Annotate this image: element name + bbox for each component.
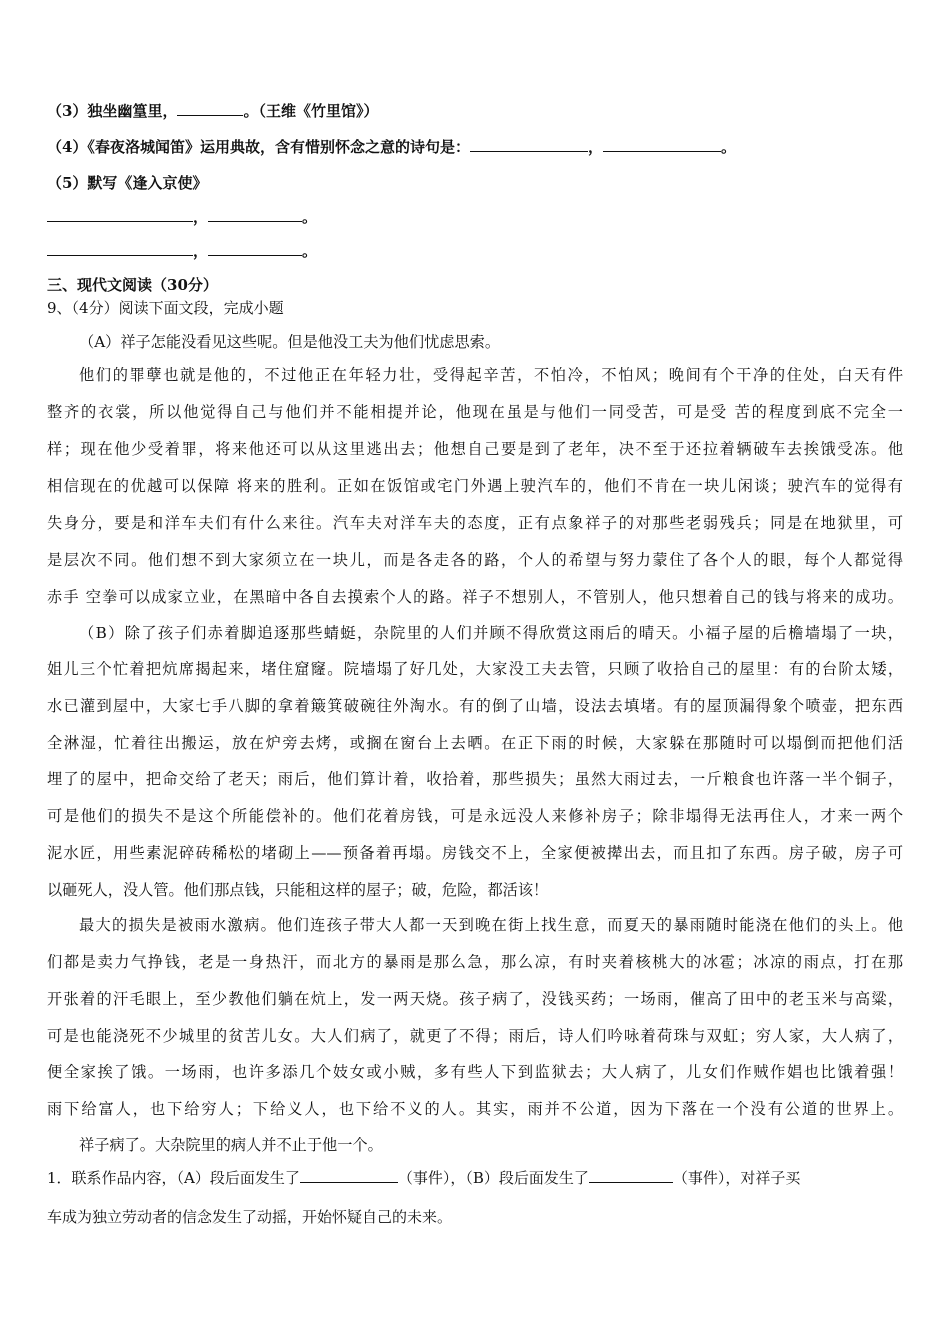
passage-line: 便全家挨了饿。一场雨，也许多添几个妓女或小贼，多有些人下到监狱去；大人病了，儿女们作贼作娼也比饿着强！ xyxy=(47,1063,903,1081)
passage-line: （A）祥子怎能没看见这些呢。但是他没工夫为他们忧虑思索。 xyxy=(79,333,501,351)
answer-blank[interactable] xyxy=(47,241,193,256)
passage-line: 相信现在的优越可以保障 将来的胜利。正如在饭馆或宅门外遇上驶汽车的，他们不肯在一块儿闲谈；驶汽车的觉得有 xyxy=(47,477,903,495)
passage-line: 以砸死人，没人管。他们那点钱，只能租这样的屋子；破，危险，都活该！ xyxy=(47,881,549,899)
separator-comma: ， xyxy=(587,138,603,156)
question-3 xyxy=(47,101,378,121)
question-5-line-2 xyxy=(47,241,317,261)
question-3-suffix: 。（王维《竹里馆》） xyxy=(243,102,379,120)
passage-line: 失身分，要是和洋车夫们有什么来往。汽车夫对洋车夫的态度，正有点象祥子的对那些老弱残兵；同是在地狱里，可 xyxy=(47,514,903,532)
end-period: 。 xyxy=(720,138,736,156)
passage-line: 祥子病了。大杂院里的病人并不止于他一个。 xyxy=(79,1136,383,1154)
passage-line: 是层次不同。他们想不到大家须立在一块儿，而是各走各的路，个人的希望与努力蒙住了各个人的眼，每个人都觉得 xyxy=(47,551,903,569)
sub-question-1-text: （事件），对祥子买 xyxy=(672,1169,801,1187)
end-period: 。 xyxy=(302,208,318,226)
sub-question-1-text: （事件），（B）段后面发生了 xyxy=(397,1169,589,1187)
passage-line: 最大的损失是被雨水激病。他们连孩子带大人都一天到晚在街上找生意，而夏天的暴雨随时能浇在他们的头上。他 xyxy=(79,916,903,934)
answer-blank[interactable] xyxy=(470,137,588,152)
answer-blank[interactable] xyxy=(208,241,302,256)
answer-blank[interactable] xyxy=(177,101,243,116)
sub-question-1-text: 1．联系作品内容，（A）段后面发生了 xyxy=(47,1169,300,1187)
passage-line: 全淋湿，忙着往出搬运，放在炉旁去烤，或搁在窗台上去晒。在正下雨的时候，大家躲在那随时可以塌倒而把他们活 xyxy=(47,734,903,752)
answer-blank[interactable] xyxy=(300,1168,398,1183)
answer-blank[interactable] xyxy=(603,137,721,152)
passage-line: 水已灌到屋中，大家七手八脚的拿着簸箕破碗往外淘水。有的倒了山墙，设法去填堵。有的屋顶漏得象个喷壶，把东西 xyxy=(47,697,903,715)
separator-comma: ， xyxy=(193,208,209,226)
question-5-line-1 xyxy=(47,207,317,227)
sub-question-1-line-2: 车成为独立劳动者的信念发生了动摇，开始怀疑自己的未来。 xyxy=(47,1208,453,1226)
section-heading: 三、现代文阅读（30分） xyxy=(47,276,218,294)
separator-comma: ， xyxy=(193,242,209,260)
answer-blank[interactable] xyxy=(47,207,193,222)
passage-line: 雨下给富人，也下给穷人；下给义人，也下给不义的人。其实，雨并不公道，因为下落在一个没有公道的世界上。 xyxy=(47,1100,903,1118)
question-4 xyxy=(47,137,736,157)
passage-line: 开张着的汗毛眼上，至少教他们躺在炕上，发一两天烧。孩子病了，没钱买药；一场雨，催高了田中的老玉米与高粱， xyxy=(47,990,903,1008)
passage-line: 可是也能浇死不少城里的贫苦儿女。大人们病了，就更了不得；雨后，诗人们吟咏着荷珠与双虹；穷人家，大人病了， xyxy=(47,1027,903,1045)
passage-line: 他们的罪孽也就是他的，不过他正在年轻力壮，受得起辛苦，不怕冷，不怕风；晚间有个干净的住处，白天有件 xyxy=(79,366,903,384)
question-5-title: （5）默写《逢入京使》 xyxy=(47,174,208,192)
answer-blank[interactable] xyxy=(208,207,302,222)
passage-line: 整齐的衣裳，所以他觉得自己与他们并不能相提并论，他现在虽是与他们一同受苦，可是受 苦的程度到底不完全一 xyxy=(47,403,903,421)
passage-line: （B）除了孩子们赤着脚追逐那些蜻蜓，杂院里的人们并顾不得欣赏这雨后的晴天。小福子屋的后檐墙塌了一块， xyxy=(79,624,903,642)
passage-line: 可是他们的损失不是这个所能偿补的。他们花着房钱，可是永远没人来修补房子；除非塌得无法再住人，才来一两个 xyxy=(47,807,903,825)
question-3-prefix: （3）独坐幽篁里， xyxy=(47,102,178,120)
question-9-title: 9、（4分）阅读下面文段，完成小题 xyxy=(47,299,284,317)
passage-line: 泥水匠，用些素泥碎砖稀松的堵砌上——预备着再塌。房钱交不上，全家便被撵出去，而且扣了东西。房子破，房子可 xyxy=(47,844,903,862)
passage-line: 们都是卖力气挣钱，老是一身热汗，而北方的暴雨是那么急，那么凉，有时夹着核桃大的冰雹；冰凉的雨点，打在那 xyxy=(47,953,903,971)
passage-line: 样；现在他少受着罪，将来他还可以从这里逃出去；他想自己要是到了老年，决不至于还拉着辆破车去挨饿受冻。他 xyxy=(47,440,903,458)
passage-line: 姐儿三个忙着把炕席揭起来，堵住窟窿。院墙塌了好几处，大家没工夫去管，只顾了收拾自己的屋里：有的台阶太矮， xyxy=(47,660,903,678)
passage-line: 埋了的屋中，把命交给了老天；雨后，他们算计着，收拾着，那些损失；虽然大雨过去，一斤粮食也许落一半个铜子， xyxy=(47,770,903,788)
sub-question-1 xyxy=(47,1168,800,1188)
passage-line: 赤手 空拳可以成家立业，在黑暗中各自去摸索个人的路。祥子不想别人，不管别人，他只想着自己的钱与将来的成功。 xyxy=(47,588,903,606)
end-period: 。 xyxy=(302,242,318,260)
answer-blank[interactable] xyxy=(589,1168,673,1183)
question-4-prefix: （4）《春夜洛城闻笛》运用典故，含有惜别怀念之意的诗句是： xyxy=(47,138,470,156)
